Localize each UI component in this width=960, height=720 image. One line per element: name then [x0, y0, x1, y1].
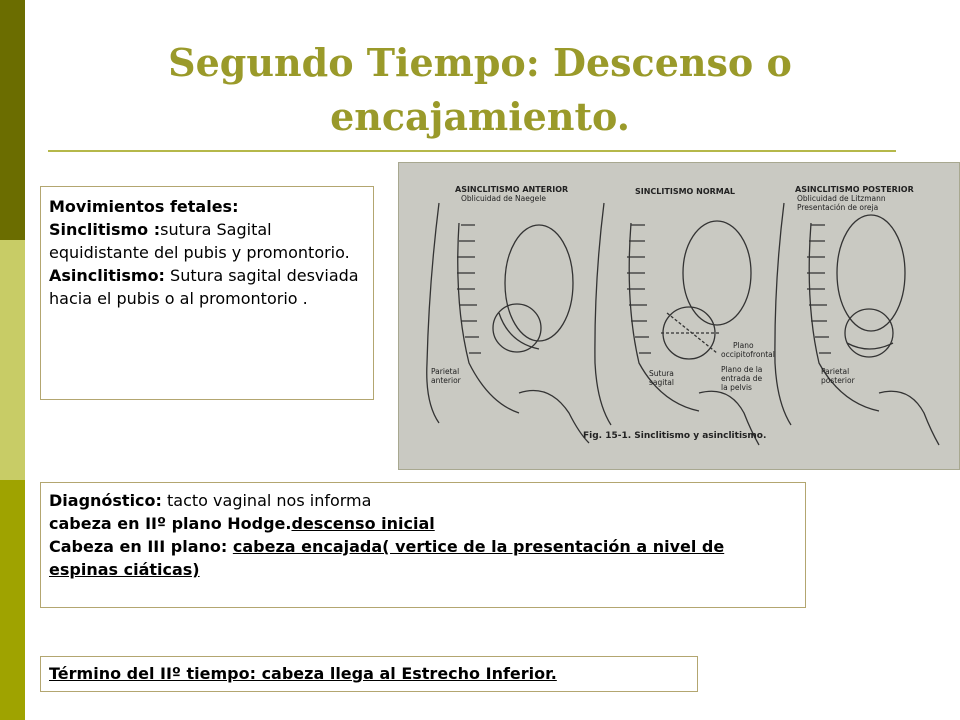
engaged-head: cabeza encajada( vertice de la presentación a nivel de espinas ciáticas): [49, 537, 725, 579]
asinclitismo-text: Sutura sagital desviada hacia el pubis o al promontorio .: [49, 266, 359, 308]
synclitism-figure: [398, 162, 960, 470]
sub-oblicuidad-litzmann: Oblicuidad de Litzmann: [797, 194, 886, 203]
end-of-stage-box: [40, 656, 698, 692]
label-plano-occ-1: Plano: [733, 341, 754, 350]
diagnosis-box: [40, 482, 806, 608]
fetal-movements-heading: Movimientos fetales:: [49, 197, 239, 216]
asinclitismo-label: Asinclitismo:: [49, 266, 165, 285]
label-asinclitismo-posterior: ASINCLITISMO POSTERIOR: [795, 185, 914, 194]
left-accent-bar: [0, 0, 25, 720]
label-parietal-posterior-2: posterior: [821, 376, 855, 385]
title-period: .: [616, 94, 630, 139]
accent-segment-mid: [0, 480, 25, 720]
hodge-second-plane: cabeza en IIº plano Hodge.: [49, 514, 292, 533]
initial-descent: descenso inicial: [291, 514, 435, 533]
end-of-stage-text: Término del IIº tiempo: cabeza llega al Estrecho Inferior.: [49, 664, 557, 683]
title-line-1: Segundo Tiempo: Descenso o: [168, 40, 792, 85]
fetal-movements-box: [40, 186, 374, 400]
label-sutura-1: Sutura: [649, 369, 674, 378]
title-divider: [48, 150, 896, 152]
accent-segment-light: [0, 240, 25, 480]
label-parietal-anterior-2: anterior: [431, 376, 461, 385]
hodge-third-plane: Cabeza en III plano:: [49, 537, 233, 556]
figure-caption: Fig. 15-1. Sinclitismo y asinclitismo.: [583, 431, 767, 441]
label-sinclitismo-normal: SINCLITISMO NORMAL: [635, 187, 736, 196]
sub-presentacion-oreja: Presentación de oreja: [797, 203, 879, 212]
sub-oblicuidad-naegele: Oblicuidad de Naegele: [461, 194, 546, 203]
diagnosis-label: Diagnóstico:: [49, 491, 162, 510]
title-line-2: encajamiento: [330, 94, 617, 139]
label-parietal-posterior-1: Parietal: [821, 367, 850, 376]
label-sutura-2: sagital: [649, 378, 674, 387]
label-plano-occ-2: occipitofrontal: [721, 350, 775, 359]
label-parietal-anterior-1: Parietal: [431, 367, 460, 376]
slide-title: [60, 36, 900, 144]
label-plano-entrada-2: entrada de: [721, 374, 763, 383]
sinclitismo-text: sutura Sagital equidistante del pubis y promontorio.: [49, 220, 350, 262]
diagnosis-text: tacto vaginal nos informa: [161, 491, 372, 510]
label-plano-entrada-1: Plano de la: [721, 365, 763, 374]
label-asinclitismo-anterior: ASINCLITISMO ANTERIOR: [455, 185, 569, 194]
label-plano-entrada-3: la pelvis: [721, 383, 752, 392]
accent-segment-dark: [0, 0, 25, 240]
sinclitismo-label: Sinclitismo :: [49, 220, 161, 239]
